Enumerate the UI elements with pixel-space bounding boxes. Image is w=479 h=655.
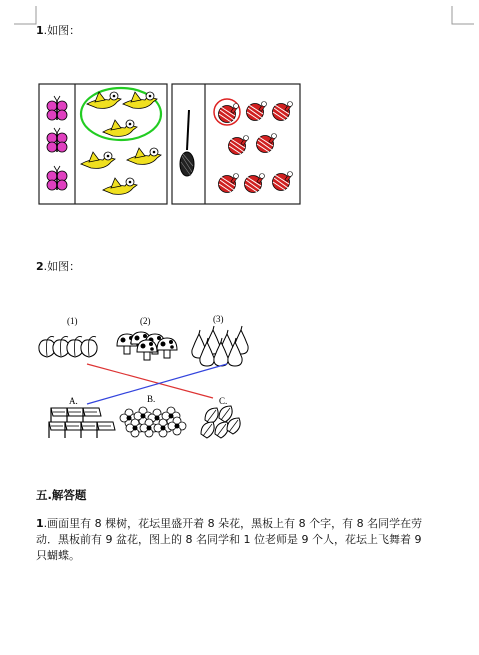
- label-a: A.: [69, 396, 78, 406]
- answer-1-line-1-text: .画面里有 8 棵树，花坛里盛开着 8 朵花，黑板上有 8 个字，有 8 名同学在劳: [43, 517, 423, 530]
- question-2-number: 2: [36, 260, 44, 273]
- label-2: (2): [140, 316, 151, 326]
- paddle-icon: [219, 104, 239, 123]
- peach-group: [39, 336, 97, 357]
- answer-1-line-2: 动．黑板前有 9 盆花，图上的 8 名同学和 1 位老师是 9 个人，花坛上飞舞着 9: [36, 533, 422, 546]
- page-corner-mark-right: [450, 6, 474, 26]
- butterfly-icon: [47, 166, 67, 190]
- answer-1-number: 1: [36, 517, 44, 530]
- question-2-heading: [36, 258, 80, 274]
- butterfly-icon: [47, 96, 67, 120]
- leaf-group: [201, 406, 240, 438]
- question-1-label: .如图：: [43, 24, 81, 37]
- bird-icon: [127, 148, 161, 164]
- racket-icon: [180, 110, 194, 176]
- paddle-icon: [273, 172, 293, 191]
- question-2-figure: [37, 312, 257, 444]
- label-1: (1): [67, 316, 78, 326]
- question-1-heading: [36, 22, 80, 38]
- mushroom-group: [117, 332, 177, 360]
- paddle-icon: [219, 174, 239, 193]
- pear-group: [192, 326, 248, 366]
- paddle-icon: [229, 136, 249, 155]
- bird-icon: [103, 120, 137, 136]
- answer-1-line-3: 只蝴蝶。: [36, 549, 80, 562]
- page-corner-mark-left: [14, 6, 38, 26]
- paddle-icon: [273, 102, 293, 121]
- question-2-label: .如图：: [43, 260, 81, 273]
- paddle-icon: [247, 102, 267, 121]
- answer-1-line-1: [36, 516, 446, 532]
- bird-icon: [123, 92, 157, 108]
- section-5-title: 五.解答题: [36, 488, 87, 502]
- label-c: C.: [219, 396, 228, 406]
- flower-group: [120, 407, 186, 437]
- bird-icon: [87, 92, 121, 108]
- answer-1-paragraph: [36, 516, 446, 564]
- label-3: (3): [213, 314, 224, 324]
- question-1-figure: [37, 82, 303, 206]
- flag-group: [49, 408, 115, 438]
- bird-icon: [81, 152, 115, 168]
- question-1-number: 1: [36, 24, 44, 37]
- paddle-icon: [245, 174, 265, 193]
- bird-icon: [103, 178, 137, 194]
- label-b: B.: [147, 394, 156, 404]
- paddle-icon: [257, 134, 277, 153]
- red-line: [87, 364, 213, 398]
- butterfly-icon: [47, 128, 67, 152]
